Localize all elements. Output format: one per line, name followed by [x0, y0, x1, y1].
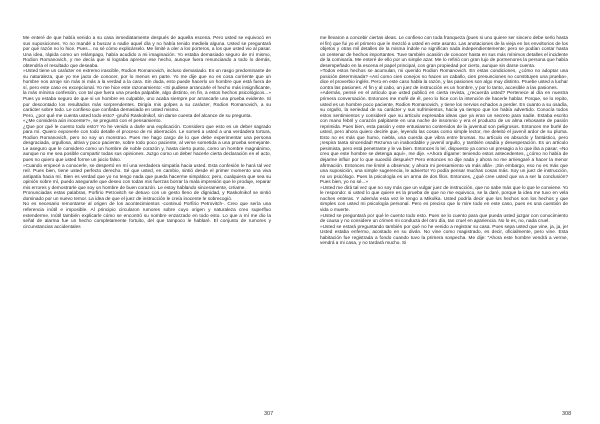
paragraph: ¿Que por qué le cuento todo esto? Yo he venido a darle una explicación. Considero que esto es un deber sagrado para mí. Quiero exponerle con todo detalle el proceso de mi aberración. Le someti a usted a una verdadera tortura, Rodion Romanovich, pero no soy un monstruo. Pues me hago cargo de lo que debe experimentar una persona desgraciada, orgullosa, altiva y poco paciente, sobre todo poco paciente, al verse sometida a una prueba semejante. Le aseguro que le considero como un hombre de noble corazón y, hasta cierto punto, como un hombre magnánimo, aunque no me sea posible compartir todas sus opiniones. Juzgo como un deber hacerle cierta declaración en el acto, pues no quiero que usted forme un juicio falso.: [23, 123, 271, 163]
paragraph: »Todos estos hechos se acumulan, mi querido Rodion Romanovich. En estas condiciones, ¿cómo no adoptar una posición determinada? «Así como cien conejos no hacen un caballo, cien presunciones no constituyen una prueba», dice el proverbio inglés. Pero en este caso habla la razón, y las pasiones son algo muy distinto. Pruebe usted a luchar contra las pasiones. Al fin y al cabo, un juez de instrucción es un hombre, y por lo tanto, accesible a las pasiones.: [320, 68, 568, 90]
paragraph: «¿Me considera aún inocente?», se preguntó con el pensamiento.: [23, 118, 162, 124]
paragraph: me llevaron a concebir ciertas ideas. Le confieso con toda franqueza (pues si uno quiere ser sincero debe serlo hasta el fin) que fui yo el primero que le mezcló a usted en este asunto. Las anotaciones de la vieja en los envoltorios de los objetos y otras mil detalles de la misma índole no significan nada independientemente; pero se podían contar hasta un centenar de hechos importantes. Tuve también ocasión de conocer hasta en sus más mínimos detalles el incidente de la comisaría. Me enteré de ello por un simple azar. Me lo refirió con gran lujo de pormenores la persona que había desempeñado en la escena el papel principal, con gran propiedad por cierto, aunque sin darse cuenta.: [320, 35, 568, 68]
paragraph: »Usted me dirá tal vez que no soy más que un vulgar juez de instrucción, que no sabe más que lo que le conviene. Yo le respondo: si usted lo que quiere es la prueba de que no me equivoco, se la daré, porque la idea me tuvo en vela noches enteras. Y además esta vez le tengo a Mikolka. Usted podría decir que los hechos son los hechos y que simples con usted mi psicología personal. Pero es preciso que lo mire todo en este caso, pues es una cuestión de vida o muerte.: [320, 184, 568, 212]
paragraph: No es necesario remontarse al origen de los acontecimientos -continuó Porfirio Petrovitch-. Creo que sería una referencia inútil e imposible. Al principio circularon rumores sobre cuyo origen y naturaleza creo superfluo extenderme. Inútil también explicarle cómo se encontró su nombre enzarzado en todo esto. Lo que a mí me dio la señal de alarma fue un hecho completamente fortuito, del que tampoco le hablaré. El conjunto de rumores y circunstancias accidentales: [23, 201, 271, 229]
paragraph: »Usted se estará preguntando también por qué no he venido a registrar su casa. Pues sepa usted que vine, ja, ja, je! Usted estaba enfermo, acostado en su diván. No vine como magistrado, es decir, oficialmente, pero vine. Esta habitación fue registrada a fondo cuando tuvo la primera sospecha. Me dije: "Ahora este hombre vendrá a verme, vendrá a mi casa, y no tardará mucho. Si: [320, 223, 568, 246]
paragraph: »Usted se preguntará por qué le cuento todo esto. Pues se lo cuento para que pueda usted juzgar con conocimiento de causa y no considere un crimen mi conducta del otro día, tan cruel en apariencia. No lo es, no, nada cruel.: [320, 212, 568, 224]
right-page: [300, 0, 600, 424]
paragraph: »Cuando empecé a conocerle, se despertó en mí una verdadera simpatía hacia usted. Esta confesión le hará tal vez reír. Pues bien, tiene usted perfecto derecho. Sé que usted, en cambio, sintió desde el primer momento una viva antipatía hacia mí. Bien es verdad que yo no tengo nada que pueda hacerme simpático; pero, cualquiera que sea su opinión sobre mí, puedo asegurarle que deseo con todas mis fuerzas borrar la mala impresión que le produje, reparar mis errores y demostrarle que soy un hombre de buen corazón. Le estoy hablando sinceramente, créame.: [23, 162, 271, 190]
paragraph: Me enteré de que había venido a su casa inmediatamente después de aquella escena. Pero usted se equivocó en sus suposiciones. Yo no mandé a buscar a nadie aquel día y no había tenido mediela alguna. Usted se preguntará por qué razón no lo hice. Pues... no sé cómo explicárselo. Me limité a oler a los porteros, a los que usted vio al pasar. Una idea, rápida como un relámpago, había acudido a mi imaginación. Yo estaba demasiado seguro de mí mismo, Rodion Romanovich, y me decía que si lograba apresar ese hecho, aunque fuera renunciando a todo lo demás, obtendría el resultado que deseaba.: [23, 35, 271, 68]
paragraph: Pronunciadas estas palabras, Porfirio Petrovitch se detuvo con un gesto lleno de dignidad, y Raskolnikof se sintió dominado por un nuevo temor. La idea de que el juez de instrucción le creía inocente le sobrecogió.: [23, 190, 271, 201]
paragraph: »Usted tiene un carácter en extremo irascible, Rodion Romanovich, incluso demasiado. Es un rasgo predominante de su naturaleza, que yo me jacto de conocer, por lo menos en parte. Yo me dije que no es cosa corriente que un hombre nos arroje sin más ni más a la verdad a la cara. Sin duda, esto puede hacerlo un hombre que está fuera de sí, pero este caso es excepcional. Yo me hice este razonamiento: «Si pudiese arrancarle el hecho más insignificante, la más mínima confesión, con tal que fuera una prueba palpable, algo distinto, en fin, a estos hechos psicológicos...» Pues yo estaba seguro de que si un hombre es culpable, uno acaba siempre por arrancarle una prueba evidente. Si por descontado los resultados más sorprendentes. Dirigía mis golpes a su carácter, Rodion Romanovich, a su carácter sobre todo. Le confieso que confiaba demasiado en usted mismo.: [23, 68, 271, 113]
page-number: 308: [562, 411, 572, 417]
right-page-text: [320, 35, 568, 413]
left-page-text: [23, 35, 271, 413]
paragraph: »Además, pensé en el artículo que usted publicó en cierta revista, ¿recuerda usted? Pertenece al día en nuestra primera conversación. Entonces me mofé de él, pero lo hice con la intención de hacerle hablar. Porque, se lo repito, usted es un hombre poco paciente, Rodion Romanovich, y tiene los nervios echados a perder. En cuanto a su osadía, su orgullo, la seriedad de su carácter y sus sufrimientos, hacía ya tiempo que los había advertido. Conocía todos estos sentimientos y consideré que su artículo expresaba ideas que ya eran un secreto para nadie. Estaba escrito con mano febril y corazón palpitante en una noche de insomnio y era el producto de un alma rebosante de pasión reprimida. Pues bien, esta pasión y este entusiasmo contenidos de la juventud son peligrosos. Entonces me burlé de usted, pero ahora quiero decirle que, leyendo las cosas como simple lector, me deleitó el juvenil ardor de su pluma. Esto no es más que humo, niebla, una cuerda que vibra entre brumas. Su artículo es absurdo y fantástico, pero ¡respira tanta sinceridad! Rezuma un inabordable y juvenil orgullo, y también osadía y desesperación. Es un artículo pesimista, pero está penetrante y le va bien. Entonces lo leí, dispuesto ya como un presagio a lo que iba a pasar. «No creo que este hombre se detenga aquí», me dije. «Ahora dígame: teniendo estos antecedentes, ¿cómo no había de dejarme influir por lo que sucedió después? Pero entonces no dije nada y ahora no me arriesgaré a hacer la menor afirmación. Entonces me limité a observar, y ahora mi pensamiento va más allá». ¡Sin embargo, eso no es más que una suposición, una simple sugerencia, le advierto! Yo podía pensar muchas cosas más. Soy un juez de instrucción, no un psicólogo. Pues la psicología es un arma de dos filos. Entonces, ¿qué cree usted que va a ser la conclusión? Pues bien, yo no sé...»: [320, 90, 568, 185]
paragraph: Pero, ¿por qué me cuenta usted todo esto? -gruñó Raskolnikof, sin darse cuenta del alcance de su pregunta.: [23, 112, 252, 118]
page-number: 307: [264, 411, 274, 417]
